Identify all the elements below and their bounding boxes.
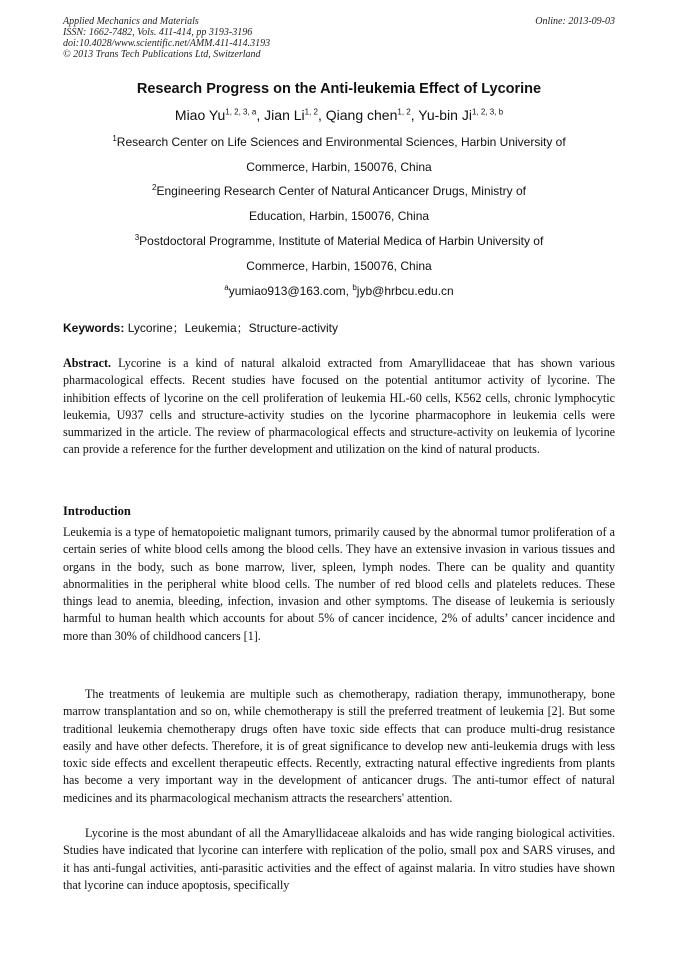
paper-title: Research Progress on the Anti-leukemia Effect of Lycorine <box>136 81 542 97</box>
keywords-text: Lycorine；Leukemia；Structure-activity <box>127 321 339 335</box>
author-separator: , <box>410 107 419 123</box>
affiliation-number: 2 <box>152 183 157 192</box>
section-heading: Introduction <box>63 504 131 518</box>
affiliation-2 <box>63 183 615 224</box>
affiliation-number: 3 <box>134 233 140 242</box>
author-separator: , <box>317 107 326 123</box>
email-address: jyb@hrbcu.edu.cn <box>356 284 454 298</box>
author-affiliation-marks: 1, 2 <box>397 107 411 117</box>
affiliation-3 <box>63 233 615 274</box>
keywords <box>63 320 615 336</box>
affiliation-line: Research Center on Life Sciences and Environmental Sciences, Harbin University of <box>116 135 566 149</box>
email-mark: a <box>224 283 229 292</box>
paragraph: The treatments of leukemia are multiple such as chemotherapy, radiation therapy, immunotherapy, bone marrow transplantation and so on, while chemotherapy is still the preferred treatment of leukemia [2]. But some traditional leukemia chemotherapy drugs often have toxic side effects that can produce multi-drug resistance easily and have other defects. Therefore, it is of great significance to develop new anti-leukemia drugs with less toxic side effects and excellent therapeutic effects. Recently, extracting natural effective ingredients from plants has become a very important way in the development of anticancer drugs. The anti-tumor effect of natural medicines and its pharmacological mechanism attracts the researchers' attention. <box>63 687 615 805</box>
abstract <box>63 355 615 459</box>
author-separator: , <box>256 107 265 123</box>
doi-line: doi:10.4028/www.scientific.net/AMM.411-414.3193 <box>63 38 271 49</box>
abstract-label: Abstract. <box>63 356 112 370</box>
affiliation-number: 1 <box>112 134 117 143</box>
issn-line: ISSN: 1662-7482, Vols. 411-414, pp 3193-3196 <box>63 27 253 38</box>
affiliation-1 <box>63 134 615 175</box>
author-name: Qiang chen <box>325 107 398 123</box>
online-date: Online: 2013-09-03 <box>535 16 615 27</box>
email-mark: b <box>352 283 357 292</box>
keywords-label: Keywords: <box>63 321 125 335</box>
email-address: yumiao913@163.com, <box>228 284 353 298</box>
author-emails <box>63 283 615 299</box>
affiliation-line: Commerce, Harbin, 150076, China <box>246 259 432 273</box>
author-name: Jian Li <box>264 107 305 123</box>
author-affiliation-marks: 1, 2, 3, a <box>225 107 257 117</box>
affiliation-line: Engineering Research Center of Natural Anticancer Drugs, Ministry of <box>156 184 526 198</box>
copyright-line: © 2013 Trans Tech Publications Ltd, Switzerland <box>63 49 261 60</box>
author-affiliation-marks: 1, 2, 3, b <box>471 107 504 117</box>
affiliation-line: Commerce, Harbin, 150076, China <box>246 160 432 174</box>
paragraph: Lycorine is the most abundant of all the Amaryllidaceae alkaloids and has wide ranging biological activities. Studies have indicated that lycorine can interfere with replication of the polio, small pox and SARS viruses, and it has anti-fungal activities, anti-parasitic activities and the effect of against malaria. In vitro studies have shown that lycorine can induce apoptosis, specifically <box>63 826 615 892</box>
author-name: Yu-bin Ji <box>418 107 472 123</box>
journal-name: Applied Mechanics and Materials <box>63 16 199 27</box>
author-affiliation-marks: 1, 2 <box>304 107 318 117</box>
author-list <box>63 105 615 125</box>
journal-header <box>63 16 615 60</box>
author-name: Miao Yu <box>174 107 226 123</box>
affiliation-line: Postdoctoral Programme, Institute of Material Medica of Harbin University of <box>139 234 544 248</box>
abstract-text: Lycorine is a kind of natural alkaloid extracted from Amaryllidaceae that has shown various pharmacological effects. Recent studies have focused on the potential antitumor activity of lycorine. The inhibition effects of lycorine on the cell proliferation of leukemia HL-60 cells, K562 cells, chronic lymphocytic leukemia, U937 cells and structure-activity studies on the lycorine pharmacophore in leukemia cells were summarized in the article. The review of pharmacological effects and structure-activity on leukemia of lycorine can provide a reference for the further development and utilization on the kind of natural products. <box>63 356 615 457</box>
paragraph: Leukemia is a type of hematopoietic malignant tumors, primarily caused by the abnormal tumor proliferation of a certain series of white blood cells among the blood cells. They have an extensive invasion in various tissues and organs in the body, such as bone marrow, liver, spleen, lymph nodes. There can be quality and quantity abnormalities in the peripheral white blood cells. The number of red blood cells and platelets reduces. These things lead to anemia, bleeding, infection, invasion and other symptoms. The disease of leukemia is seriously harmful to human health which accounts for about 5% of cancer incidence, 2% of adults’ cancer incidence and more than 30% of childhood cancers [1]. <box>63 525 615 643</box>
affiliation-line: Education, Harbin, 150076, China <box>248 209 430 223</box>
